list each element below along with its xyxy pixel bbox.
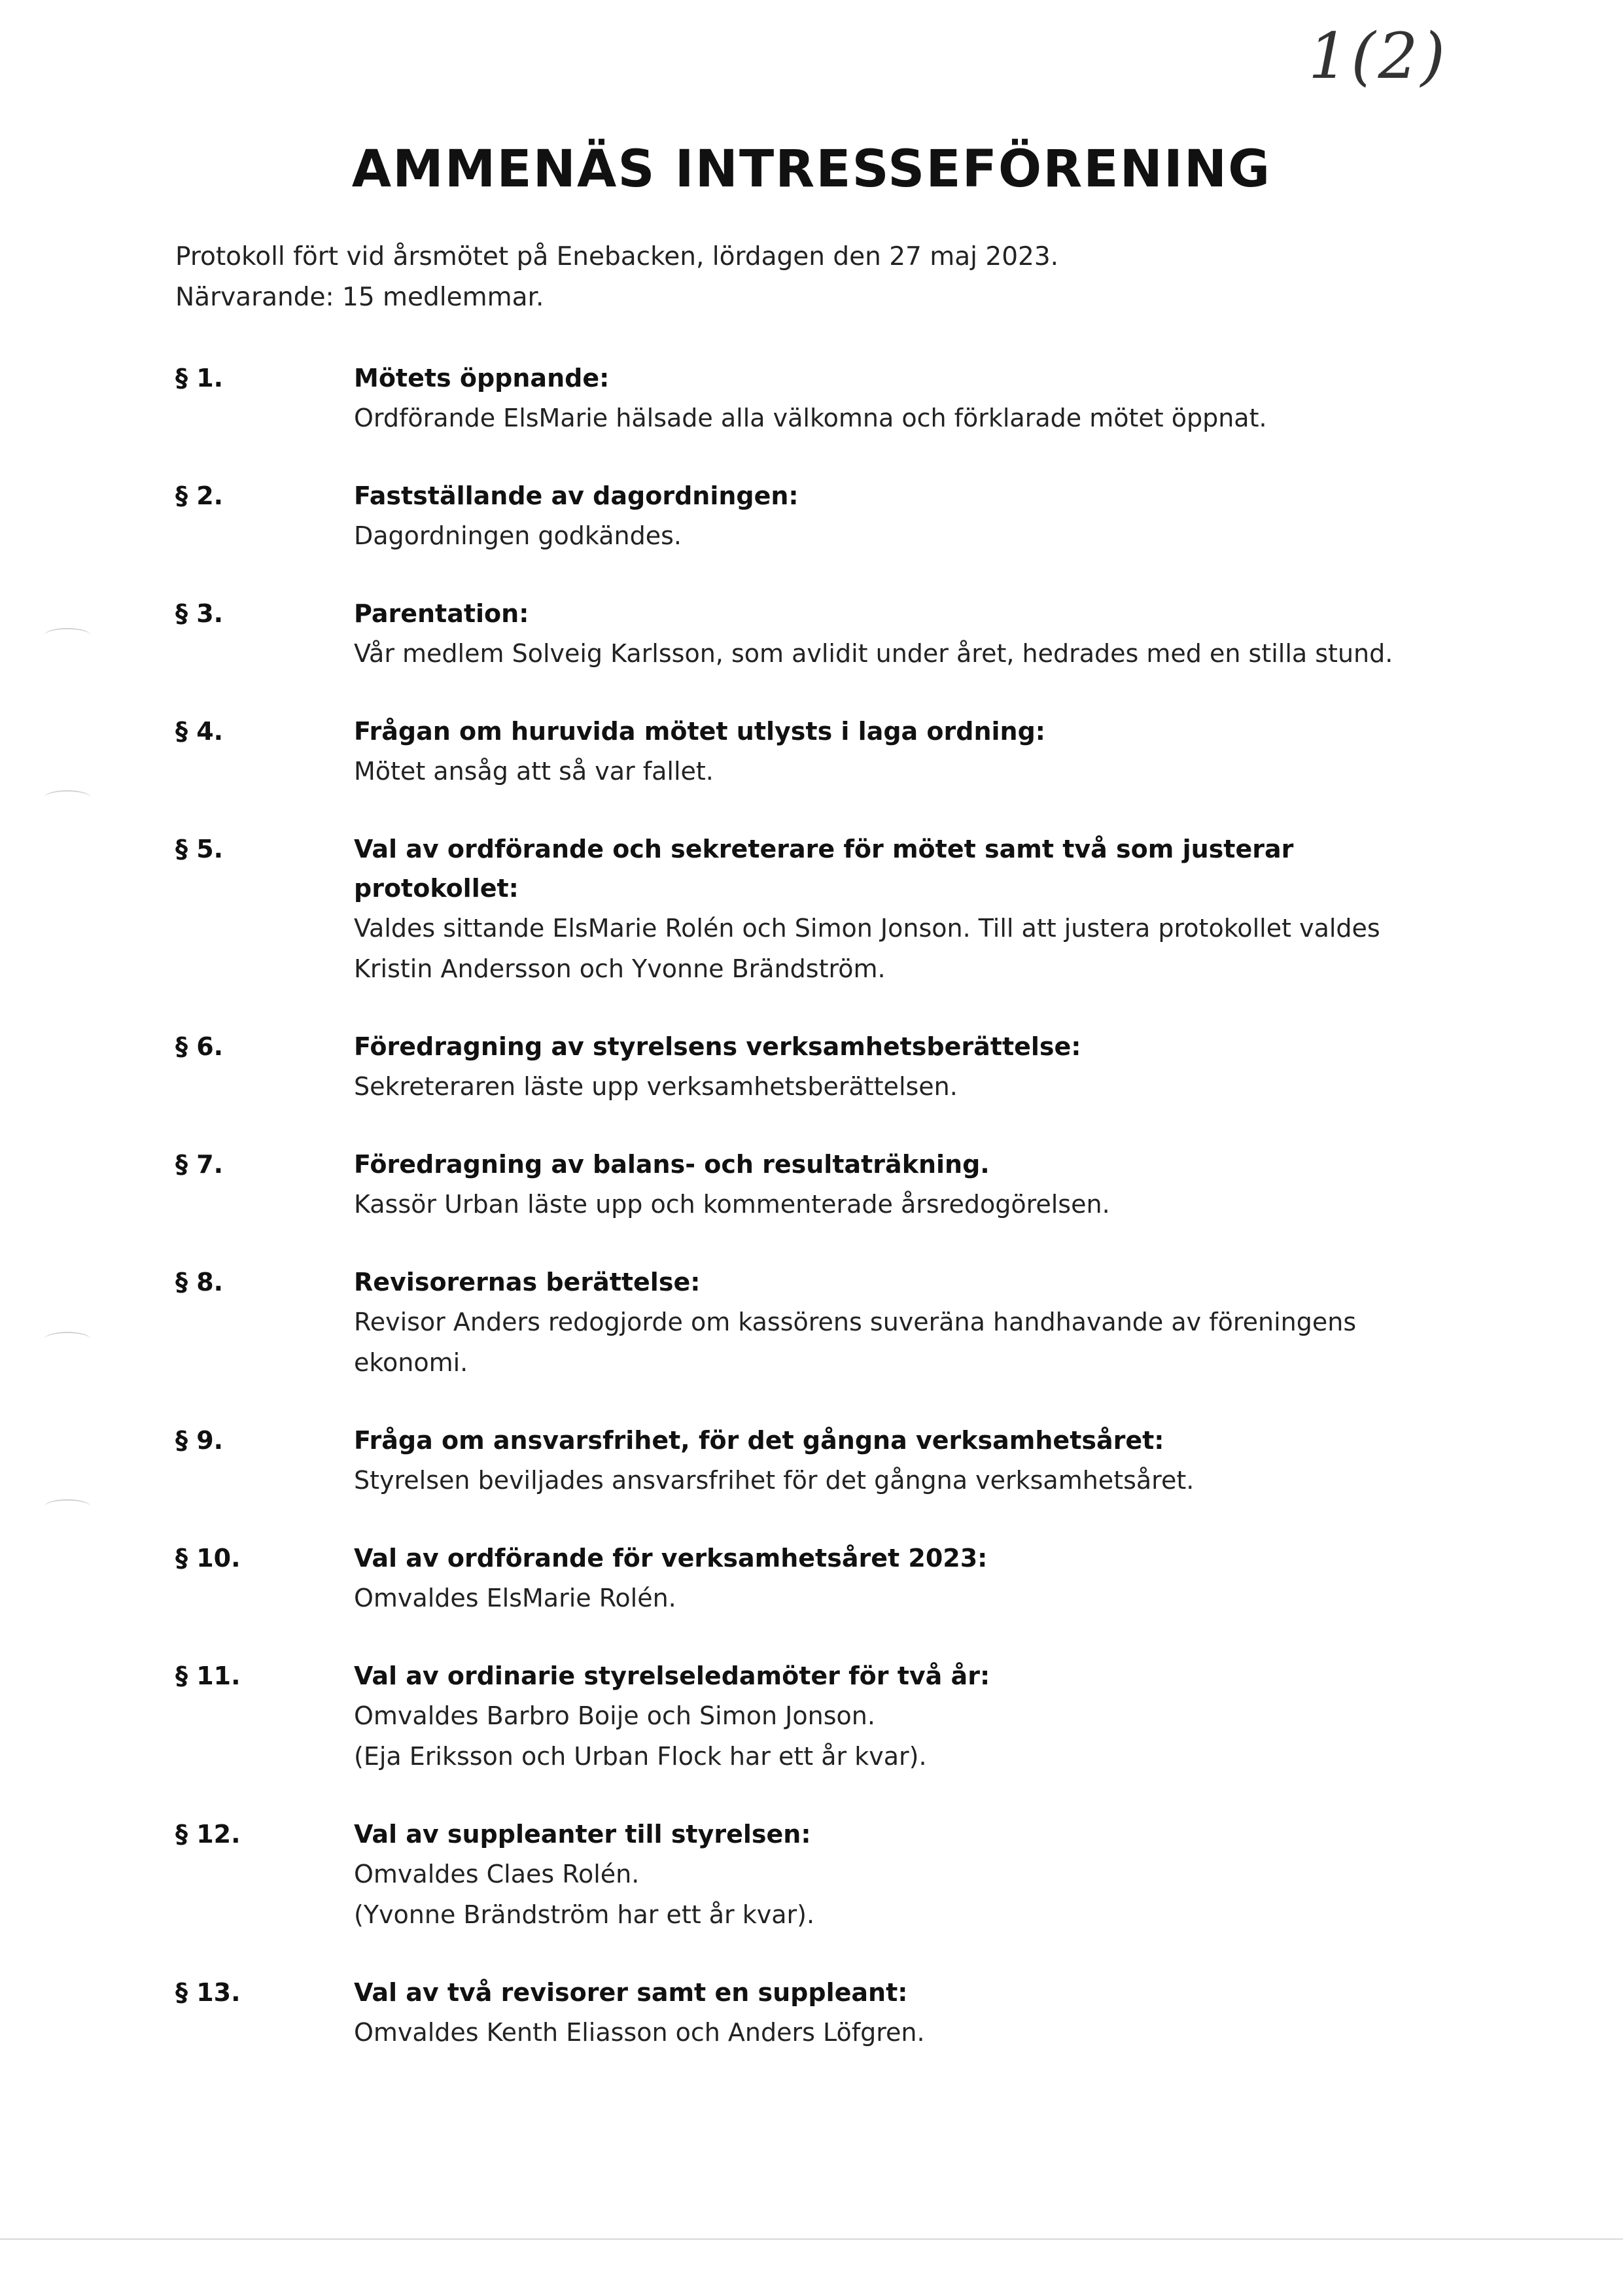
section-text: Kassör Urban läste upp och kommenterade årsredogörelsen. bbox=[354, 1190, 1110, 1219]
minutes-section bbox=[175, 1145, 1457, 1225]
section-heading: Mötets öppnande: bbox=[354, 364, 610, 392]
minutes-section bbox=[175, 829, 1457, 989]
section-text: Kristin Andersson och Yvonne Brändström. bbox=[354, 954, 886, 983]
section-body bbox=[354, 1539, 1457, 1618]
section-number: § 12. bbox=[175, 1820, 241, 1849]
section-text: Omvaldes Claes Rolén. bbox=[354, 1860, 640, 1888]
page-number: 1(2) bbox=[1308, 20, 1448, 93]
section-text: Dagordningen godkändes. bbox=[354, 521, 682, 550]
minutes-section bbox=[175, 1421, 1457, 1501]
intro bbox=[175, 237, 1058, 318]
minutes-section bbox=[175, 1262, 1457, 1383]
section-heading: Frågan om huruvida mötet utlysts i laga ordning: bbox=[354, 717, 1045, 746]
section-body bbox=[354, 712, 1457, 791]
intro-line: Protokoll fört vid årsmötet på Enebacken, lördagen den 27 maj 2023. bbox=[175, 242, 1059, 271]
section-body bbox=[354, 1421, 1457, 1501]
section-body bbox=[354, 476, 1457, 556]
minutes-section bbox=[175, 476, 1457, 556]
section-number: § 7. bbox=[175, 1150, 224, 1179]
section-heading: Föredragning av styrelsens verksamhetsberättelse: bbox=[354, 1032, 1081, 1061]
section-body bbox=[354, 1656, 1457, 1777]
section-text: (Yvonne Brändström har ett år kvar). bbox=[354, 1900, 815, 1929]
section-text: (Eja Eriksson och Urban Flock har ett år kvar). bbox=[354, 1742, 927, 1771]
minutes-section bbox=[175, 1815, 1457, 1935]
section-text: Mötet ansåg att så var fallet. bbox=[354, 757, 714, 786]
minutes-sections bbox=[175, 358, 1457, 2091]
section-number: § 5. bbox=[175, 835, 224, 863]
section-heading: Föredragning av balans- och resultaträkning. bbox=[354, 1150, 990, 1179]
section-heading: Val av suppleanter till styrelsen: bbox=[354, 1820, 811, 1849]
section-body bbox=[354, 358, 1457, 438]
minutes-section bbox=[175, 1973, 1457, 2053]
punch-hole-mark bbox=[44, 628, 90, 642]
minutes-section bbox=[175, 712, 1457, 791]
section-heading: Val av ordförande för verksamhetsåret 2023: bbox=[354, 1544, 988, 1573]
section-body bbox=[354, 1973, 1457, 2053]
section-heading: Val av två revisorer samt en suppleant: bbox=[354, 1978, 908, 2007]
section-body bbox=[354, 1815, 1457, 1935]
section-number: § 13. bbox=[175, 1978, 241, 2007]
minutes-section bbox=[175, 1539, 1457, 1618]
section-text: Revisor Anders redogjorde om kassörens suveräna handhavande av föreningens bbox=[354, 1308, 1357, 1336]
section-body bbox=[354, 829, 1457, 989]
minutes-section bbox=[175, 594, 1457, 674]
document-title: AMMENÄS INTRESSEFÖRENING bbox=[351, 140, 1272, 199]
section-text: Omvaldes ElsMarie Rolén. bbox=[354, 1584, 676, 1612]
section-text: Valdes sittande ElsMarie Rolén och Simon Jonson. Till att justera protokollet valdes bbox=[354, 914, 1380, 943]
section-body bbox=[354, 1027, 1457, 1107]
section-body bbox=[354, 594, 1457, 674]
section-text: Omvaldes Kenth Eliasson och Anders Löfgren. bbox=[354, 2018, 925, 2047]
section-heading: Parentation: bbox=[354, 599, 529, 628]
section-text: Styrelsen beviljades ansvarsfrihet för det gångna verksamhetsåret. bbox=[354, 1466, 1195, 1495]
section-number: § 11. bbox=[175, 1661, 241, 1690]
section-heading: Revisorernas berättelse: bbox=[354, 1268, 701, 1296]
section-number: § 4. bbox=[175, 717, 224, 746]
section-text: Omvaldes Barbro Boije och Simon Jonson. bbox=[354, 1701, 875, 1730]
section-body bbox=[354, 1262, 1457, 1383]
section-number: § 6. bbox=[175, 1032, 224, 1061]
section-number: § 3. bbox=[175, 599, 224, 628]
punch-hole-mark bbox=[44, 790, 90, 805]
section-number: § 1. bbox=[175, 364, 224, 392]
section-heading: Fråga om ansvarsfrihet, för det gångna verksamhetsåret: bbox=[354, 1426, 1164, 1455]
section-text: ekonomi. bbox=[354, 1348, 468, 1377]
intro-line: Närvarande: 15 medlemmar. bbox=[175, 283, 544, 312]
section-text: Vår medlem Solveig Karlsson, som avlidit under året, hedrades med en stilla stund. bbox=[354, 639, 1393, 668]
minutes-section bbox=[175, 1027, 1457, 1107]
section-text: Ordförande ElsMarie hälsade alla välkomna och förklarade mötet öppnat. bbox=[354, 404, 1267, 432]
minutes-section bbox=[175, 1656, 1457, 1777]
section-text: Sekreteraren läste upp verksamhetsberättelsen. bbox=[354, 1072, 958, 1101]
punch-hole-mark bbox=[44, 1332, 90, 1346]
section-heading: Fastställande av dagordningen: bbox=[354, 481, 799, 510]
section-body bbox=[354, 1145, 1457, 1225]
minutes-section bbox=[175, 358, 1457, 438]
section-number: § 10. bbox=[175, 1544, 241, 1573]
section-heading: Val av ordinarie styrelseledamöter för två år: bbox=[354, 1661, 990, 1690]
section-heading: Val av ordförande och sekreterare för mötet samt två som justerar protokollet: bbox=[354, 835, 1294, 903]
section-number: § 8. bbox=[175, 1268, 224, 1296]
section-number: § 9. bbox=[175, 1426, 224, 1455]
punch-hole-mark bbox=[44, 1499, 90, 1514]
footer-divider bbox=[0, 2238, 1623, 2240]
section-number: § 2. bbox=[175, 481, 224, 510]
